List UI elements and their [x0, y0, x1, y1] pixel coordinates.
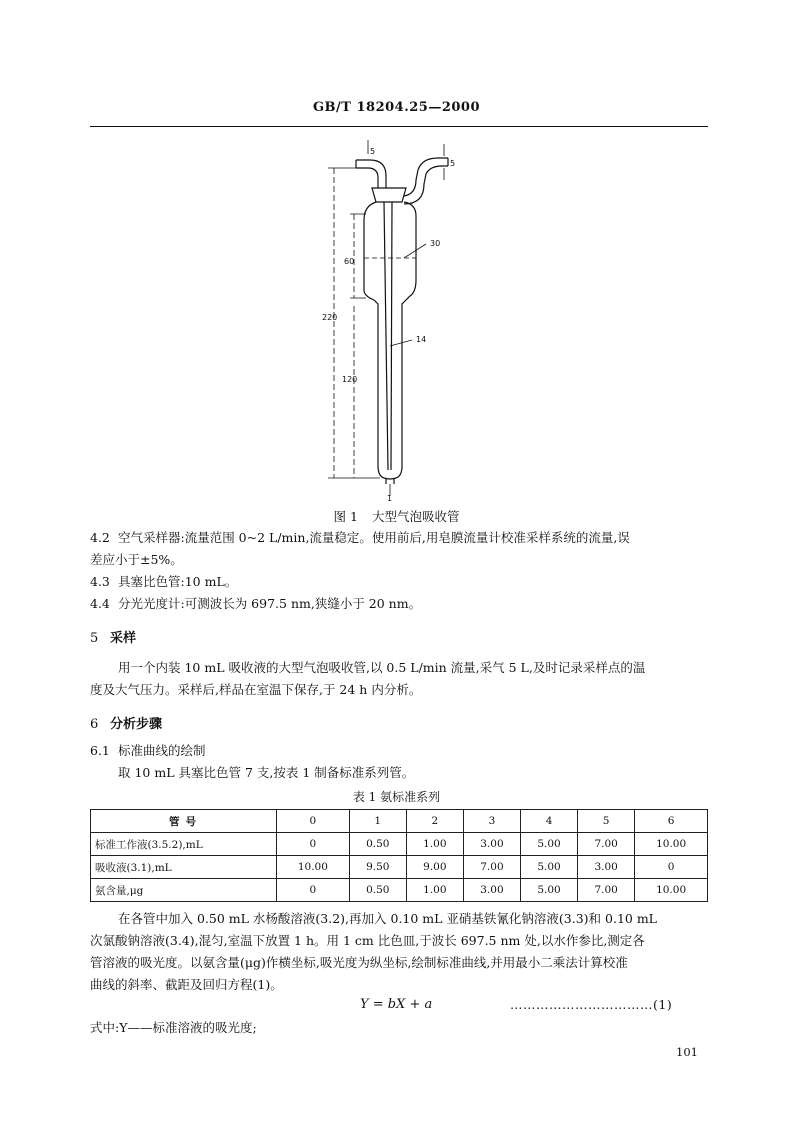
table-cell: 10.00: [277, 856, 350, 879]
item-4-2: 4.2 空气采样器:流量范围 0~2 L/min,流量稳定。使用前后,用皂膜流量计校准采样系统的流量,误: [90, 530, 630, 545]
table-header-cell: 6: [635, 810, 708, 833]
dim-label-5-left: 5: [370, 147, 376, 156]
procedure-line3: 管溶液的吸光度。以氨含量(μg)作横坐标,吸光度为纵坐标,绘制标准曲线,并用最小二乘法计算校准: [90, 955, 628, 970]
table-cell: 1.00: [406, 833, 463, 856]
header-rule: [90, 126, 708, 127]
table-header-cell: 1: [349, 810, 406, 833]
section-6-1-heading: 6.1 标准曲线的绘制: [90, 743, 206, 758]
section-6-1-text: 取 10 mL 具塞比色管 7 支,按表 1 制备标准系列管。: [118, 765, 415, 780]
figure-caption-number: 图 1: [333, 509, 358, 524]
table-cell: 7.00: [578, 879, 635, 902]
procedure-line2: 次氯酸钠溶液(3.4),混匀,室温下放置 1 h。用 1 cm 比色皿,于波长 697.5 nm 处,以水作参比,测定各: [90, 933, 645, 948]
table-header-cell: 4: [521, 810, 578, 833]
dim-label-120: 120: [342, 375, 358, 384]
figure-caption: [0, 507, 793, 525]
table-cell: 9.00: [406, 856, 463, 879]
dim-label-1: 1: [387, 494, 393, 502]
section-5-para-line1: 用一个内装 10 mL 吸收液的大型气泡吸收管,以 0.5 L/min 流量,采气 5 L,及时记录采样点的温: [118, 660, 646, 675]
table-cell: 0: [277, 879, 350, 902]
section-5-para-line2: 度及大气压力。采样后,样品在室温下保存,于 24 h 内分析。: [90, 682, 422, 697]
table-cell: 3.00: [578, 856, 635, 879]
where-clause: 式中:Y——标准溶液的吸光度;: [90, 1020, 257, 1035]
table-header-cell: 0: [277, 810, 350, 833]
table-cell: 9.50: [349, 856, 406, 879]
figure-caption-text: 大型气泡吸收管: [371, 509, 460, 524]
table-cell: 5.00: [521, 879, 578, 902]
procedure-line1: 在各管中加入 0.50 mL 水杨酸溶液(3.2),再加入 0.10 mL 亚硝基铁氰化钠溶液(3.3)和 0.10 mL: [118, 911, 657, 926]
table-cell: 7.00: [578, 833, 635, 856]
table-row-label: 氨含量,μg: [91, 879, 277, 902]
regression-equation: Y = bX + a: [360, 997, 433, 1012]
page-number: 101: [676, 1045, 698, 1059]
table-cell: 3.00: [463, 879, 520, 902]
table-cell: 0.50: [349, 879, 406, 902]
item-4-3: 4.3 具塞比色管:10 mL。: [90, 574, 238, 589]
table-header-label: 管号: [91, 810, 277, 833]
bubble-absorption-tube-figure: [320, 140, 460, 502]
section-5-heading: 5 采样: [90, 631, 137, 646]
standard-series-table: [90, 809, 708, 902]
table-row: [91, 833, 708, 856]
item-4-2-cont: 差应小于±5%。: [90, 552, 183, 567]
table-caption: 表 1 氨标准系列: [352, 790, 441, 804]
table-cell: 7.00: [463, 856, 520, 879]
table-cell: 3.00: [463, 833, 520, 856]
table-row-label: 标准工作液(3.5.2),mL: [91, 833, 277, 856]
table-cell: 0.50: [349, 833, 406, 856]
table-cell: 5.00: [521, 833, 578, 856]
dim-label-220: 220: [322, 313, 338, 322]
dim-label-30: 30: [430, 239, 441, 248]
table-row: [91, 879, 708, 902]
table-row-label: 吸收液(3.1),mL: [91, 856, 277, 879]
table-cell: 10.00: [635, 833, 708, 856]
table-header-cell: 2: [406, 810, 463, 833]
dim-label-60: 60: [344, 257, 355, 266]
table-cell: 5.00: [521, 856, 578, 879]
item-4-4: 4.4 分光光度计:可测波长为 697.5 nm,狭缝小于 20 nm。: [90, 596, 422, 611]
table-cell: 0: [277, 833, 350, 856]
table-header-row: [91, 810, 708, 833]
dim-label-5-right: 5: [450, 159, 456, 168]
page-header: GB/T 18204.25—2000: [312, 100, 481, 115]
table-cell: 1.00: [406, 879, 463, 902]
table-row: [91, 856, 708, 879]
dim-label-14: 14: [416, 335, 427, 344]
table-cell: 10.00: [635, 879, 708, 902]
equation-number: ……………………………(1): [510, 997, 673, 1012]
section-6-heading: 6 分析步骤: [90, 717, 163, 732]
tube-drawing: [356, 158, 448, 484]
procedure-line4: 曲线的斜率、截距及回归方程(1)。: [90, 977, 283, 992]
table-cell: 0: [635, 856, 708, 879]
table-header-cell: 3: [463, 810, 520, 833]
table-header-cell: 5: [578, 810, 635, 833]
